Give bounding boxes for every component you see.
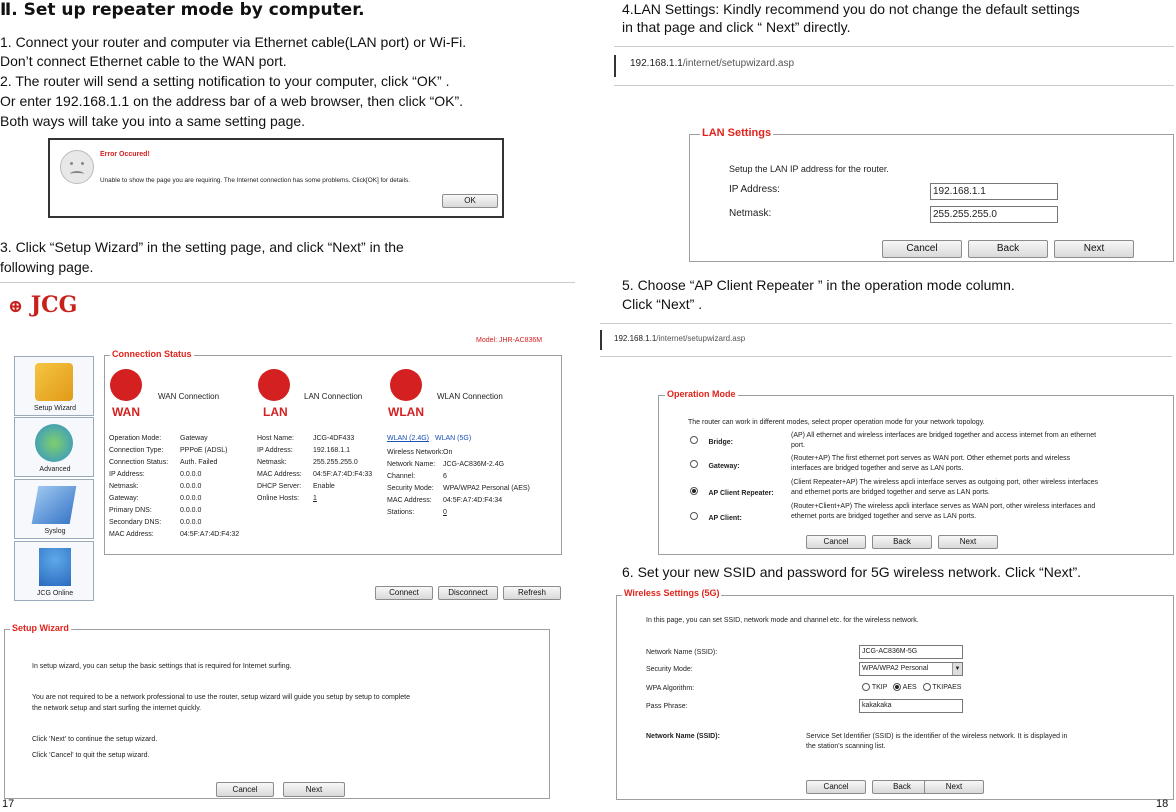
wlan-title: WLAN Connection [437,392,503,401]
wpa-algorithm-label: WPA Algorithm: [646,685,695,692]
wireless-intro: In this page, you can set SSID, network mode and channel etc. for the wireless network. [646,617,919,624]
sidebar-label: Syslog [44,528,66,535]
wizard-line5: Click 'Cancel' to quit the setup wizard. [32,752,150,759]
mode-next-button[interactable]: Next [938,535,998,549]
help-text: Service Set Identifier (SSID) is the identifier of the wireless network. It is displayed in the station's scanning list. [806,733,1068,750]
radio-tkip[interactable] [862,683,870,691]
pass-phrase-label: Pass Phrase: [646,703,688,710]
address-bar-2[interactable] [600,323,1172,357]
wizard-line4: Click 'Next' to continue the setup wizard. [32,736,158,743]
mode-option-gateway[interactable]: Gateway: [690,455,740,473]
lan-next-button[interactable]: Next [1054,240,1134,258]
help-label: Network Name (SSID): [646,733,720,740]
users-icon [39,548,71,586]
mode-desc-ap-client: (Router+Client+AP) The wireless apcli interface serves as WAN port, other wireless interfaces and ethernet ports are bridged together and serve as LAN ports. [791,503,1096,520]
mode-desc-gateway: (Router+AP) The first ethernet port serves as WAN port. Other ethernet ports and wireless interfaces are bridged together and serve as LAN ports. [791,455,1071,472]
tab-wlan-5g[interactable]: WLAN (5G) [435,435,472,442]
radio-bridge[interactable] [690,436,698,444]
radio-gateway[interactable] [690,460,698,468]
setup-wizard-legend: Setup Wizard [12,623,69,633]
disconnect-button[interactable]: Disconnect [438,586,498,600]
lan-back-button[interactable]: Back [968,240,1048,258]
netmask-label: Netmask: [729,208,772,219]
wan-icon [110,369,142,401]
operation-mode-intro: The router can work in different modes, select proper operation mode for your network topology. [688,419,985,426]
ip-address-label: IP Address: [729,184,780,195]
sidebar-label: JCG Online [36,590,74,597]
lan-settings-legend: LAN Settings [702,127,772,139]
address-bar[interactable] [614,46,1174,86]
step2-line3: Both ways will take you into a same setting page. [0,113,306,129]
wpa-algorithm-options[interactable]: TKIP AES TKIPAES [862,683,961,693]
mode-desc-ap-client-repeater: (Client Repeater+AP) The wireless apcli interface serves as outgoing port, other wireless interfaces and ethernet ports are bridged together and serve as LAN ports. [791,479,1099,496]
step2-line2: Or enter 192.168.1.1 on the address bar of a web browser, then click “OK”. [0,93,464,109]
mode-option-ap-client-repeater[interactable]: AP Client Repeater: [690,482,774,500]
sidebar-label: Setup Wizard [33,405,77,412]
sad-face-icon [60,150,94,184]
mode-cancel-button[interactable]: Cancel [806,535,866,549]
url-text: 192.168.1.1/internet/setupwizard.asp [630,58,794,69]
ip-address-input[interactable]: 192.168.1.1 [930,183,1058,200]
mode-back-button[interactable]: Back [872,535,932,549]
wizard-next-button[interactable]: Next [283,782,345,797]
lan-intro: Setup the LAN IP address for the router. [729,164,889,174]
sidebar-item-setup-wizard[interactable] [14,356,94,416]
step3-line2: following page. [0,259,94,275]
refresh-button[interactable]: Refresh [503,586,561,600]
ok-button[interactable]: OK [442,194,498,208]
wan-title: WAN Connection [158,392,220,401]
url-text: 192.168.1.1/internet/setupwizard.asp [614,334,746,343]
step6-text: 6. Set your new SSID and password for 5G wireless network. Click “Next”. [622,564,1082,580]
tab-wlan-2g[interactable]: WLAN (2.4G) [387,435,430,442]
step2-line1: 2. The router will send a setting notification to your computer, click “OK” . [0,73,450,89]
sidebar-item-advanced[interactable] [14,417,94,477]
lan-cancel-button[interactable]: Cancel [882,240,962,258]
wlan-label: WLAN [388,405,424,419]
step4-line2: in that page and click “ Next” directly. [622,19,851,35]
radio-ap-client[interactable] [690,512,698,520]
wireless-settings-legend: Wireless Settings (5G) [624,588,720,598]
wizard-icon [35,363,73,401]
setup-wizard-box [4,629,550,799]
model-label: Model: JHR-AC836M [476,337,543,344]
radio-aes[interactable] [893,683,901,691]
error-dialog [48,138,504,218]
connection-status-legend: Connection Status [112,349,192,359]
step4-line1: 4.LAN Settings: Kindly recommend you do not change the default settings [622,1,1080,17]
wizard-line1: In setup wizard, you can setup the basic settings that is required for Internet surfing. [32,663,292,670]
error-message: Unable to show the page you are requiring. The Internet connection has some problems. Click[OK] for details. [100,177,410,184]
wireless-next-button[interactable]: Next [924,780,984,794]
wizard-line2: You are not required to be a network professional to use the router, setup wizard will guide you setup by setup to complete [32,694,410,701]
jcg-logo: ⊕ JCG [8,292,78,318]
notebook-icon [32,486,77,524]
router-status-page: ⊕ JCG Model: JHR-AC836M Setup Wizard Advanced Syslog JCG Online Connection Status WAN WAN Connection LAN LAN Connection WLAN WLAN Connection Operation Mode: Gateway Connection Type: PPPoE (ADSL) Connection Status: Auth. Failed IP Address: 0.0.0.0 Netmask: 0.0.0.0 Gateway: 0.0.0.0 Primary DNS: 0.0.0.0 Secondary DNS: 0.0.0.0 MAC Address: 04:5F:A7:4D:F4:32 Host Name: JCG-4DF433 IP Address: 192.168.1.1 Netmask: 255.255.255.0 MAC Address: 04:5F:A7:4D:F4:33 DHCP Server: Enable Online Hosts: 1 WLAN (2.4G) WLAN (5G) Wireless Network:On Network Name: JCG-AC836M-2.4G Channel: 6 Security Mode: WPA/WPA2 Personal (AES) MAC Address: 04:5F:A7:4D:F4:34 Stations: 0 Connect Disconnect Refresh [0,282,575,622]
step5-line2: Click “Next” . [622,296,703,312]
sidebar-item-syslog[interactable] [14,479,94,539]
chevron-down-icon[interactable]: ▼ [952,663,962,675]
page-number-left: 17 [2,798,15,810]
operation-mode-legend: Operation Mode [667,389,736,399]
lan-icon [258,369,290,401]
gears-icon [35,424,73,462]
wireless-back-button[interactable]: Back [872,780,932,794]
wan-label: WAN [112,405,140,419]
page-number-right: 18 [1156,798,1169,810]
step1-line2: Don’t connect Ethernet cable to the WAN port. [0,53,287,69]
lan-title: LAN Connection [304,392,363,401]
section-title: Ⅱ. Set up repeater mode by computer. [0,0,365,20]
step3-line1: 3. Click “Setup Wizard” in the setting page, and click “Next” in the [0,239,404,255]
error-title: Error Occured! [100,151,150,158]
wizard-line3: the network setup and start surfing the internet quickly. [32,705,202,712]
security-mode-select[interactable]: WPA/WPA2 Personal ▼ [859,662,963,676]
radio-tkipaes[interactable] [923,683,931,691]
wlan-icon [390,369,422,401]
lan-label: LAN [263,405,288,419]
netmask-input[interactable]: 255.255.255.0 [930,206,1058,223]
sidebar-item-jcg-online[interactable] [14,541,94,601]
ssid-input[interactable]: JCG-AC836M-5G [859,645,963,659]
step1-line1: 1. Connect your router and computer via Ethernet cable(LAN port) or Wi-Fi. [0,34,467,50]
mode-desc-bridge: (AP) All ethernet and wireless interfaces are bridged together and access internet from an ethernet port. [791,432,1097,449]
step5-line1: 5. Choose “AP Client Repeater ” in the operation mode column. [622,277,1015,293]
sidebar-label: Advanced [39,466,71,473]
ssid-label: Network Name (SSID): [646,649,718,656]
mode-option-ap-client[interactable]: AP Client: [690,507,742,525]
mode-option-bridge[interactable]: Bridge: [690,431,733,449]
security-mode-label: Security Mode: [646,666,693,673]
wizard-cancel-button[interactable]: Cancel [216,782,274,797]
radio-ap-client-repeater[interactable] [690,487,698,495]
pass-phrase-input[interactable]: kakakaka [859,699,963,713]
wireless-cancel-button[interactable]: Cancel [806,780,866,794]
connect-button[interactable]: Connect [375,586,433,600]
